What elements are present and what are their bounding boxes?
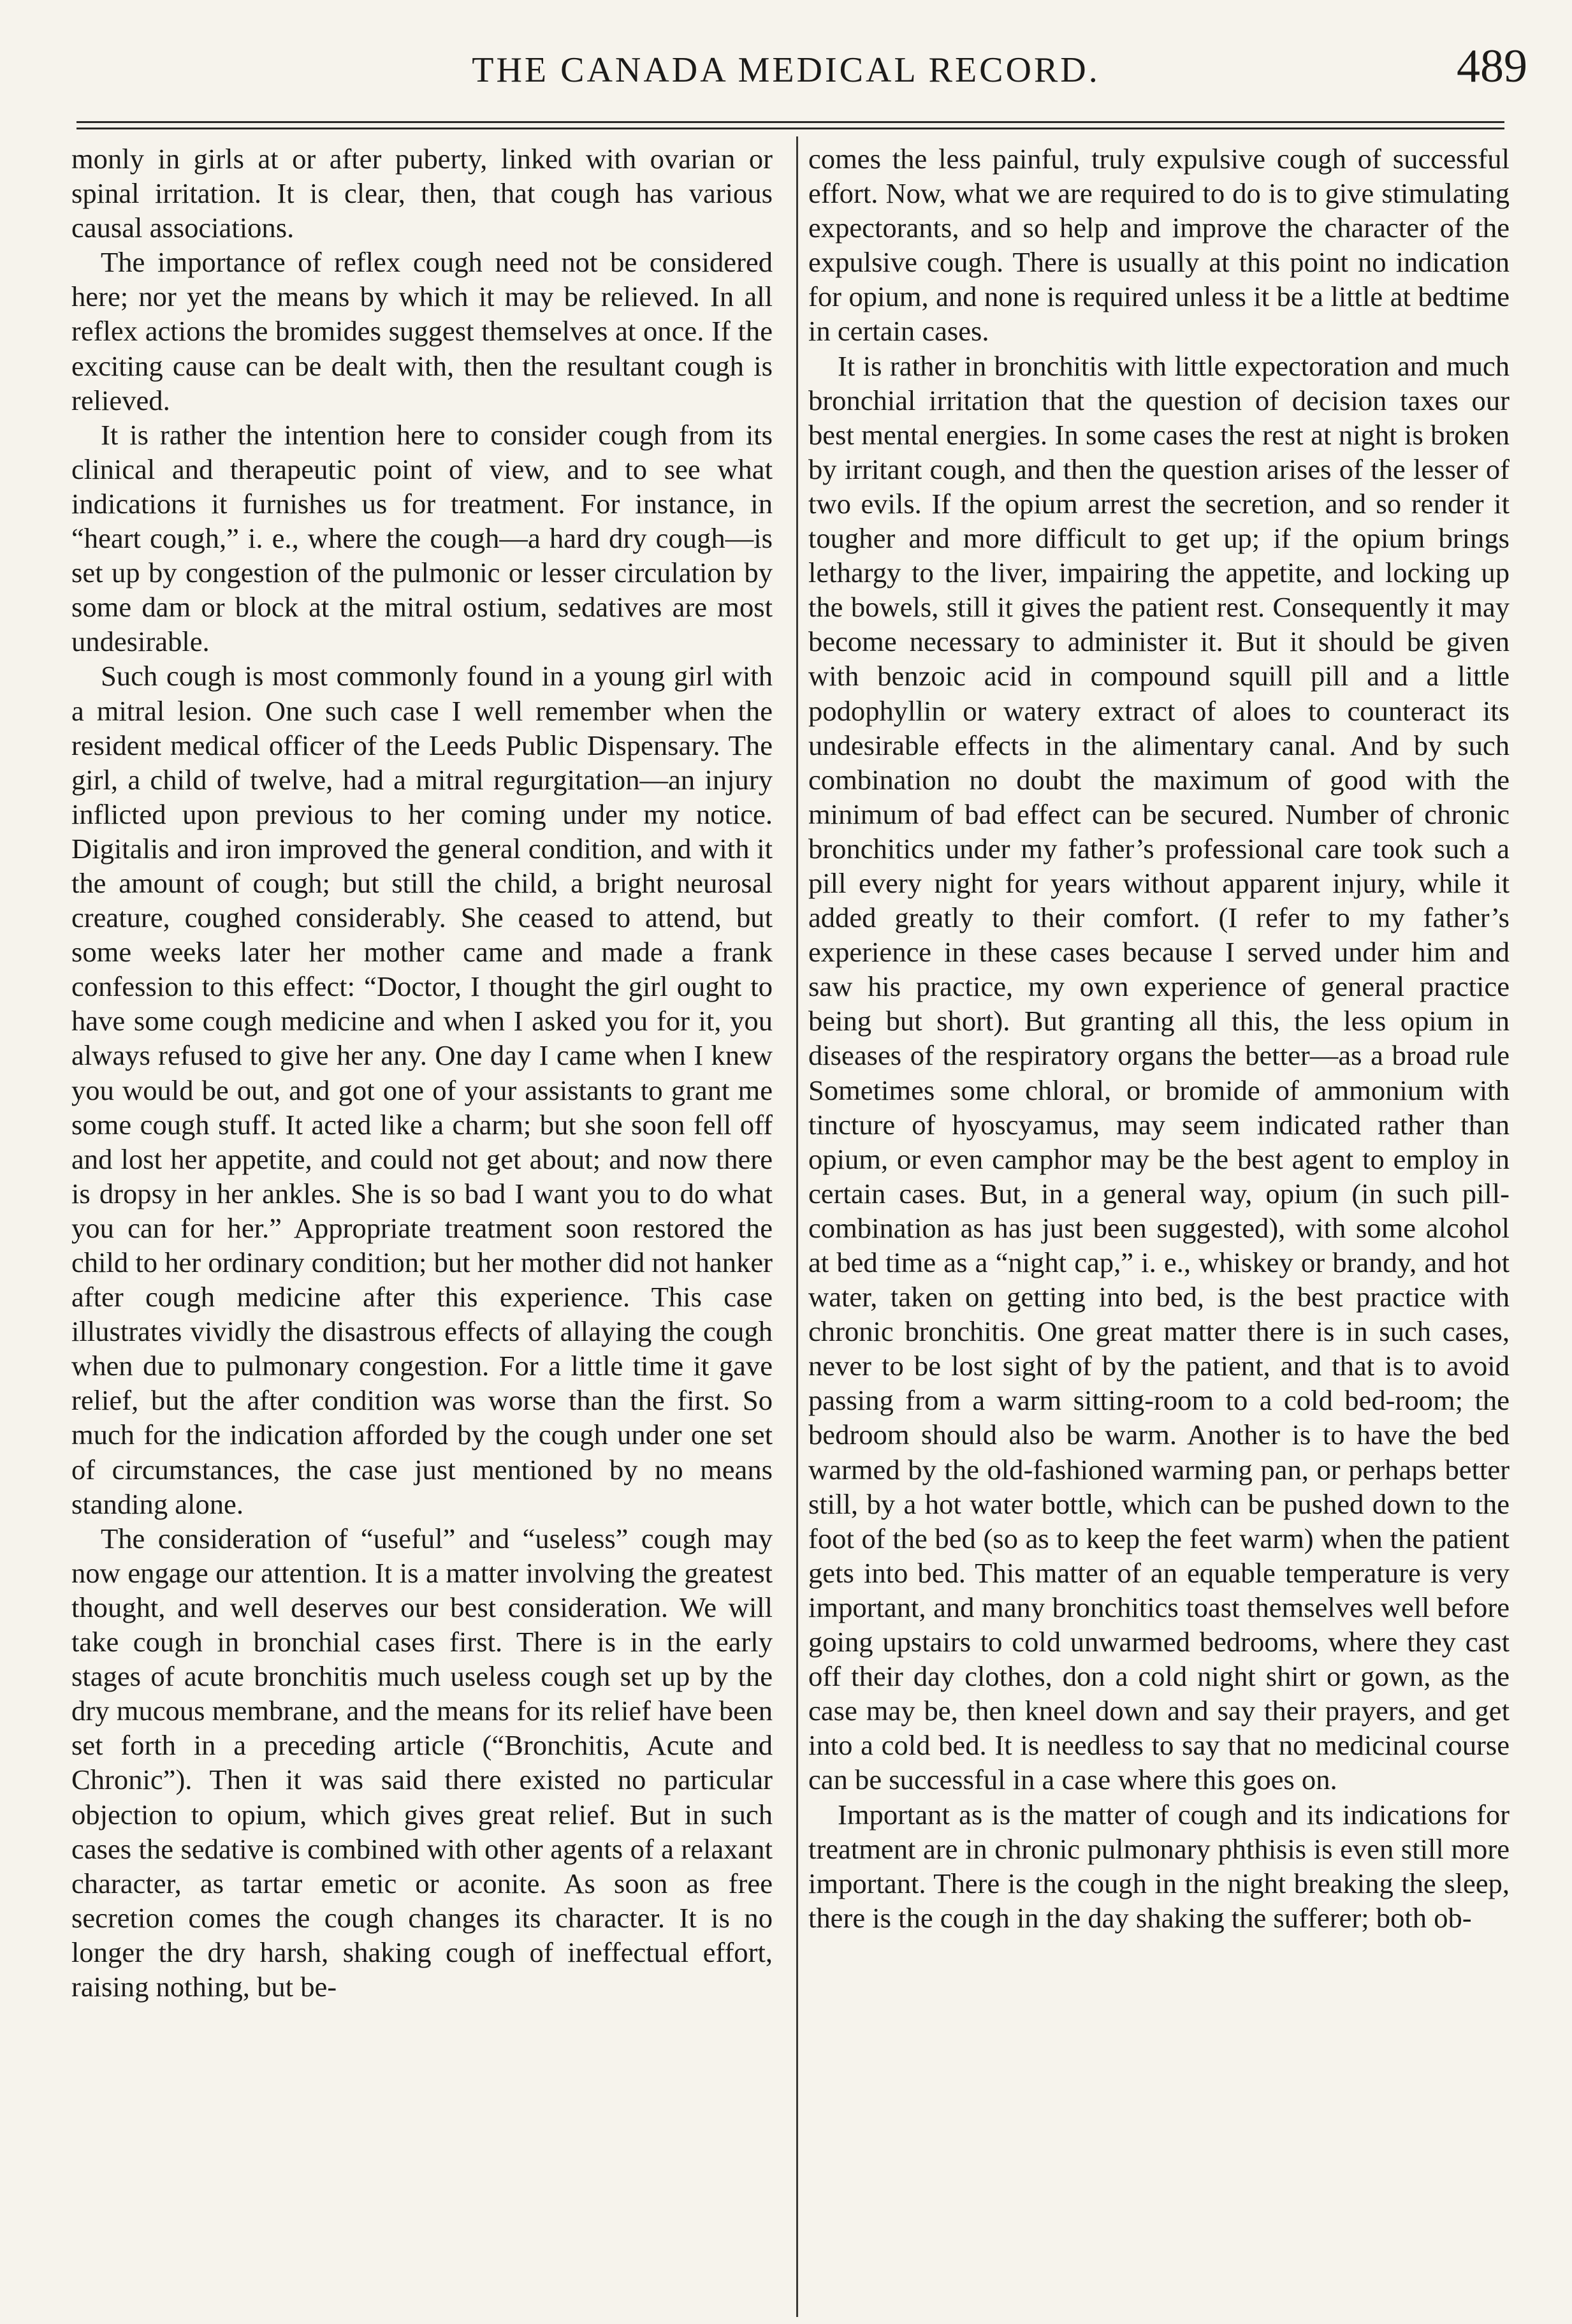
left-column — [71, 142, 773, 2316]
paragraph: comes the less painful, truly expulsive cough of successful effort. Now, what we are required to do is to give stimulating expectorants, and so help and improve the character of the expulsive cough. There is usually at this point no indication for opium, and none is required unless it be a little at bedtime in certain cases. — [808, 143, 1510, 347]
paragraph: monly in girls at or after puberty, linked with ovarian or spinal irritation. It is clear, then, that cough has various causal associations. — [71, 143, 773, 244]
paragraph: Such cough is most commonly found in a young girl with a mitral lesion. One such case I well remember when the resident medical officer of the Leeds Public Dispensary. The girl, a child of twelve, had a mitral regurgitation—an injury inflicted upon previous to her coming under my notice. Digitalis and iron improved the general condition, and with it the amount of cough; but still the child, a bright neurosal creature, coughed considerably. She ceased to attend, but some weeks later her mother came and made a frank confession to this effect: “Doctor, I thought the girl ought to have some cough medicine and when I asked you for it, you always refused to give her any. One day I came when I knew you would be out, and got one of your assistants to grant me some cough stuff. It acted like a charm; but she soon fell off and lost her appetite, and could not get about; and now there is dropsy in her ankles. She is so bad I want you to do what you can for her.” Appropriate treatment soon restored the child to her ordinary condition; but her mother did not hanker after cough medicine after this experience. This case illustrates vividly the disastrous effects of allaying the cough when due to pulmonary congestion. For a little time it gave relief, but the after condition was worse than the first. So much for the indication afforded by the cough under one set of circumstances, the case just mentioned by no means standing alone. — [71, 660, 773, 1520]
header-rule-top — [76, 121, 1504, 123]
running-title: THE CANADA MEDICAL RECORD. — [472, 50, 1100, 90]
column-divider — [796, 136, 798, 2317]
page-number: 489 — [1457, 40, 1527, 92]
paragraph: The consideration of “useful” and “useless” cough may now engage our attention. It is a matter involving the greatest thought, and well deserves our best consideration. We will take cough in bronchial cases first. There is in the early stages of acute bronchitis much useless cough set up by the dry mucous membrane, and the means for its relief have been set forth in a preceding article (“Bronchitis, Acute and Chronic”). Then it was said there existed no particular objection to opium, which gives great relief. But in such cases the sedative is combined with other agents of a relaxant character, as tartar emetic or aconite. As soon as free secretion comes the cough changes its character. It is no longer the dry harsh, shaking cough of ineffectual effort, raising nothing, but be- — [71, 1522, 773, 2003]
paragraph: It is rather the intention here to consider cough from its clinical and therapeutic point of view, and to see what indications it furnishes us for treatment. For instance, in “heart cough,” i. e., where the cough—a hard dry cough—is set up by congestion of the pulmonic or lesser circulation by some dam or block at the mitral ostium, sedatives are most undesirable. — [71, 418, 773, 658]
paragraph: The importance of reflex cough need not be considered here; nor yet the means by which it may be relieved. In all reflex actions the bromides suggest themselves at once. If the exciting cause can be dealt with, then the resultant cough is relieved. — [71, 246, 773, 416]
paragraph: Important as is the matter of cough and its indications for treatment are in chronic pulmonary phthisis is even still more important. There is the cough in the night breaking the sleep, there is the cough in the day shaking the sufferer; both ob- — [808, 1798, 1510, 1934]
header-rule-bottom — [76, 128, 1504, 129]
page-header — [0, 0, 1572, 128]
paragraph: It is rather in bronchitis with little expectoration and much bronchial irritation that the question of decision taxes our best mental energies. In some cases the rest at night is broken by irritant cough, and then the question arises of the lesser of two evils. If the opium arrest the secretion, and so render it tougher and more difficult to get up; if the opium brings lethargy to the liver, impairing the appetite, and locking up the bowels, still it gives the patient rest. Consequently it may become necessary to administer it. But it should be given with benzoic acid in compound squill pill and a little podophyllin or watery extract of aloes to counteract its undesirable effects in the alimentary canal. And by such combination no doubt the maximum of good with the minimum of bad effect can be secured. Number of chronic bronchitics under my father’s professional care took such a pill every night for years without apparent injury, while it added greatly to their comfort. (I refer to my father’s experience in these cases because I served under him and saw his practice, my own experience of general practice being but short). But granting all this, the less opium in diseases of the respiratory organs the better—as a broad rule Sometimes some chloral, or bromide of ammonium with tincture of hyoscyamus, may seem indicated rather than opium, or even camphor may be the best agent to employ in certain cases. But, in a general way, opium (in such pill-combination as has just been suggested), with some alcohol at bed time as a “night cap,” i. e., whiskey or brandy, and hot water, taken on getting into bed, is the best practice with chronic bronchitis. One great matter there is in such cases, never to be lost sight of by the patient, and that is to avoid passing from a warm sitting-room to a cold bed-room; the bedroom should also be warm. Another is to have the bed warmed by the old-fashioned warming pan, or perhaps better still, by a hot water bottle, which can be pushed down to the foot of the bed (so as to keep the feet warm) when the patient gets into bed. This matter of an equable temperature is very important, and many bronchitics toast themselves well before going upstairs to cold unwarmed bedrooms, where they cast off their day clothes, don a cold night shirt or gown, as the case may be, then kneel down and say their prayers, and get into a cold bed. It is needless to say that no medicinal course can be successful in a case where this goes on. — [808, 349, 1510, 1796]
right-column — [808, 142, 1510, 2316]
